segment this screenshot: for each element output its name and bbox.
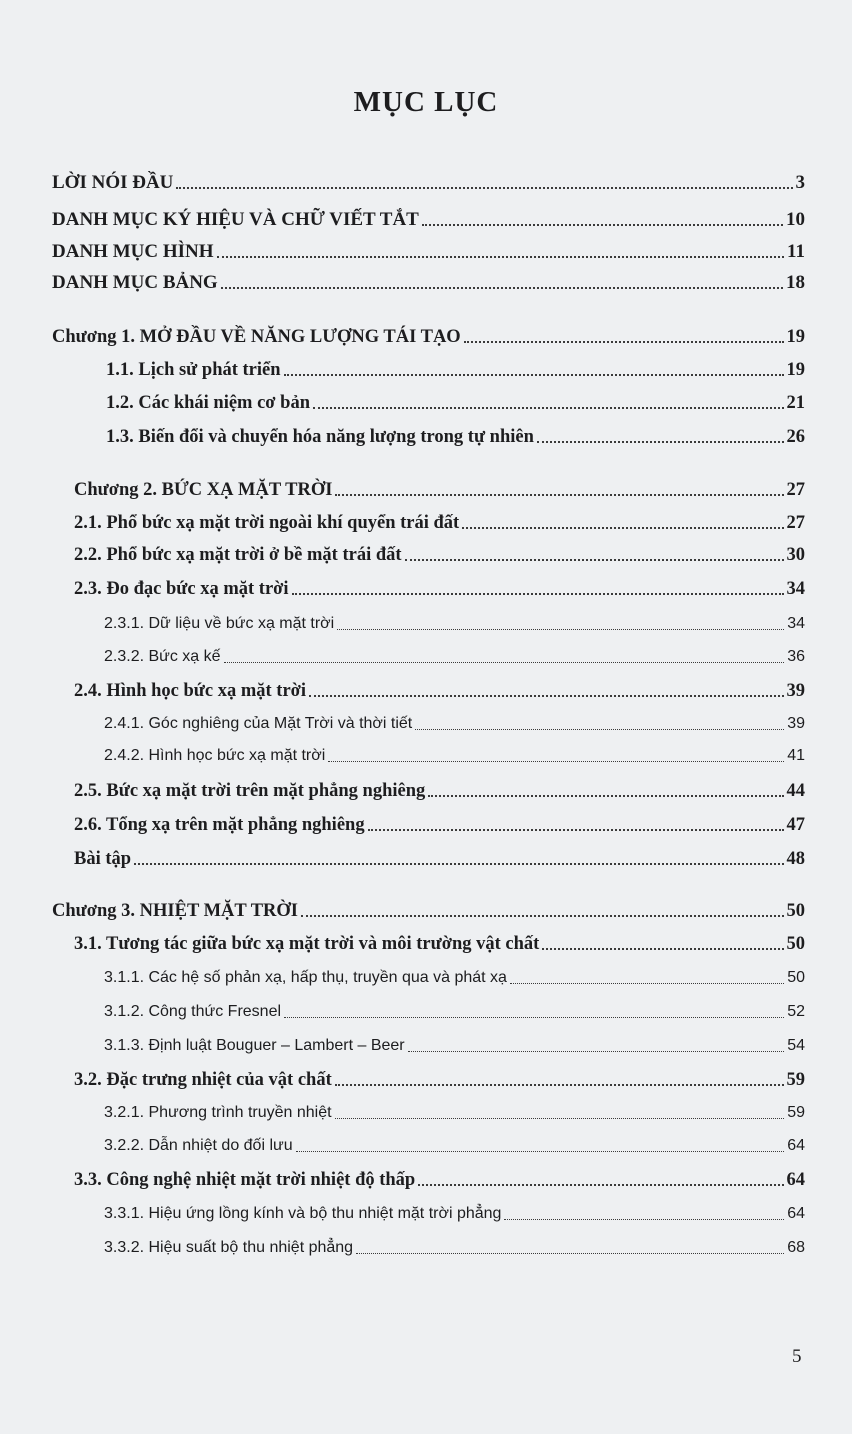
toc-entry[interactable] (52, 205, 805, 231)
toc-entry[interactable] (74, 1165, 805, 1191)
toc-entry-page: 19 (786, 327, 805, 347)
toc-entry[interactable] (74, 929, 805, 955)
toc-entry-page: 64 (787, 1137, 805, 1154)
toc-entry[interactable] (104, 963, 805, 989)
toc-entry-text: 2.3.2. Bức xạ kế (104, 648, 221, 665)
toc-entry-page: 39 (786, 681, 805, 701)
toc-entry-text: 1.1. Lịch sử phát triển (106, 360, 281, 380)
toc-entry-text: 3.2.2. Dẫn nhiệt do đối lưu (104, 1137, 293, 1154)
dot-leader (422, 224, 783, 226)
toc-entry-text: 1.3. Biến đổi và chuyển hóa năng lượng trong tự nhiên (106, 427, 534, 447)
dot-leader (309, 695, 783, 697)
dot-leader (301, 915, 784, 917)
dot-leader (464, 341, 784, 343)
toc-entry[interactable] (104, 1098, 805, 1124)
toc-entry-text: 3.1.1. Các hệ số phản xạ, hấp thụ, truyền qua và phát xạ (104, 969, 507, 986)
dot-leader (368, 829, 784, 831)
toc-entry-text: Bài tập (74, 849, 132, 869)
toc-entry-page: 59 (786, 1070, 805, 1090)
toc-entry-page: 30 (786, 545, 805, 565)
toc-entry[interactable] (104, 609, 805, 635)
toc-entry[interactable] (106, 355, 805, 381)
toc-entry-text: 3.3.1. Hiệu ứng lồng kính và bộ thu nhiệt mặt trời phẳng (104, 1205, 502, 1222)
toc-entry-text: 2.4. Hình học bức xạ mặt trời (74, 681, 307, 701)
dot-leader (428, 795, 783, 797)
dot-leader (408, 1051, 785, 1052)
toc-entry-text: 3.3. Công nghệ nhiệt mặt trời nhiệt độ thấp (74, 1170, 416, 1190)
dot-leader (335, 494, 783, 496)
dot-leader (217, 256, 785, 258)
toc-entry[interactable] (104, 1199, 805, 1225)
toc-entry-text: Chương 2. BỨC XẠ MẶT TRỜI (74, 480, 333, 500)
toc-entry[interactable] (52, 237, 805, 263)
dot-leader (284, 374, 784, 376)
toc-entry[interactable] (74, 540, 805, 566)
toc-entry-page: 11 (787, 241, 805, 262)
dot-leader (134, 863, 783, 865)
toc-entry-page: 64 (786, 1170, 805, 1190)
toc-entry-page: 44 (786, 781, 805, 801)
dot-leader (418, 1184, 783, 1186)
toc-entry[interactable] (74, 844, 805, 870)
toc-entry[interactable] (74, 475, 805, 501)
toc-entry-page: 68 (787, 1239, 805, 1256)
toc-entry-text: DANH MỤC BẢNG (52, 272, 218, 293)
dot-leader (292, 593, 784, 595)
toc-entry-page: 54 (787, 1037, 805, 1054)
toc-entry-page: 39 (787, 715, 805, 732)
toc-entry[interactable] (106, 422, 805, 448)
toc-entry-page: 47 (786, 815, 805, 835)
toc-entry-text: Chương 1. MỞ ĐẦU VỀ NĂNG LƯỢNG TÁI TẠO (52, 327, 461, 347)
toc-entry-text: 2.4.1. Góc nghiêng của Mặt Trời và thời tiết (104, 715, 413, 732)
dot-leader (221, 287, 783, 289)
toc-entry-page: 50 (786, 901, 805, 921)
dot-leader (335, 1084, 784, 1086)
toc-entry[interactable] (52, 268, 805, 294)
dot-leader (510, 983, 784, 984)
toc-entry-page: 19 (786, 360, 805, 380)
toc-entry[interactable] (74, 508, 805, 534)
toc-entry[interactable] (74, 1065, 805, 1091)
dot-leader (337, 629, 784, 630)
dot-leader (537, 441, 784, 443)
toc-entry[interactable] (74, 676, 805, 702)
page-number: 5 (792, 1346, 802, 1367)
dot-leader (405, 559, 784, 561)
toc-entry-page: 52 (787, 1003, 805, 1020)
dot-leader (176, 187, 792, 189)
toc-entry-text: DANH MỤC KÝ HIỆU VÀ CHỮ VIẾT TẮT (52, 209, 419, 230)
toc-entry-text: 3.1.2. Công thức Fresnel (104, 1003, 282, 1020)
toc-entry[interactable] (104, 1233, 805, 1259)
toc-entry[interactable] (104, 997, 805, 1023)
toc-entry-page: 36 (787, 648, 805, 665)
toc-entry-text: 2.2. Phổ bức xạ mặt trời ở bề mặt trái đất (74, 545, 402, 565)
dot-leader (313, 407, 784, 409)
toc-entry-text: 3.1.3. Định luật Bouguer – Lambert – Beer (104, 1037, 405, 1054)
toc-entry[interactable] (74, 574, 805, 600)
dot-leader (328, 761, 784, 762)
toc-entry-text: 1.2. Các khái niệm cơ bản (106, 393, 310, 413)
toc-entry[interactable] (52, 896, 805, 922)
toc-entry[interactable] (104, 642, 805, 668)
toc-entry[interactable] (104, 1131, 805, 1157)
toc-entry-page: 50 (787, 969, 805, 986)
toc-entry-text: 2.1. Phổ bức xạ mặt trời ngoài khí quyển trái đất (74, 513, 460, 533)
toc-entry[interactable] (104, 709, 805, 735)
toc-entry-text: 3.2.1. Phương trình truyền nhiệt (104, 1104, 332, 1121)
toc-entry[interactable] (74, 810, 805, 836)
dot-leader (335, 1118, 785, 1119)
toc-entry-text: 3.3.2. Hiệu suất bộ thu nhiệt phẳng (104, 1239, 354, 1256)
toc-entry[interactable] (106, 388, 805, 414)
toc-entry-page: 41 (787, 747, 805, 764)
dot-leader (284, 1017, 784, 1018)
dot-leader (542, 948, 783, 950)
toc-entry-page: 26 (786, 427, 805, 447)
toc-entry[interactable] (74, 776, 805, 802)
dot-leader (356, 1253, 784, 1254)
page-title: MỤC LỤC (353, 86, 499, 118)
toc-entry-page: 34 (786, 579, 805, 599)
dot-leader (415, 729, 784, 730)
toc-entry-text: 2.6. Tổng xạ trên mặt phẳng nghiêng (74, 815, 365, 835)
toc-entry-page: 27 (786, 513, 805, 533)
toc-entry-page: 27 (786, 480, 805, 500)
dot-leader (224, 662, 785, 663)
dot-leader (504, 1219, 784, 1220)
toc-entry-page: 3 (795, 172, 805, 193)
toc-entry-page: 48 (786, 849, 805, 869)
toc-entry-page: 18 (786, 272, 805, 293)
toc-entry-page: 34 (787, 615, 805, 632)
toc-entry[interactable] (52, 322, 805, 348)
toc-entry[interactable] (52, 168, 805, 194)
toc-entry-text: 3.1. Tương tác giữa bức xạ mặt trời và môi trường vật chất (74, 934, 540, 954)
toc-entry-text: LỜI NÓI ĐẦU (52, 172, 174, 193)
toc-entry-page: 50 (786, 934, 805, 954)
toc-entry[interactable] (104, 1031, 805, 1057)
dot-leader (462, 527, 783, 529)
dot-leader (296, 1151, 785, 1152)
toc-entry-text: 2.3.1. Dữ liệu về bức xạ mặt trời (104, 615, 335, 632)
toc-entry-text: 2.4.2. Hình học bức xạ mặt trời (104, 747, 326, 764)
toc-entry-text: Chương 3. NHIỆT MẶT TRỜI (52, 901, 298, 921)
toc-entry-text: 3.2. Đặc trưng nhiệt của vật chất (74, 1070, 332, 1090)
toc-entry-page: 10 (786, 209, 805, 230)
toc-entry-page: 64 (787, 1205, 805, 1222)
toc-entry-text: 2.3. Đo đạc bức xạ mặt trời (74, 579, 289, 599)
toc-entry-text: 2.5. Bức xạ mặt trời trên mặt phẳng nghiêng (74, 781, 426, 801)
toc-entry-text: DANH MỤC HÌNH (52, 241, 214, 262)
toc-entry-page: 59 (787, 1104, 805, 1121)
toc-entry[interactable] (104, 741, 805, 767)
toc-entry-page: 21 (786, 393, 805, 413)
